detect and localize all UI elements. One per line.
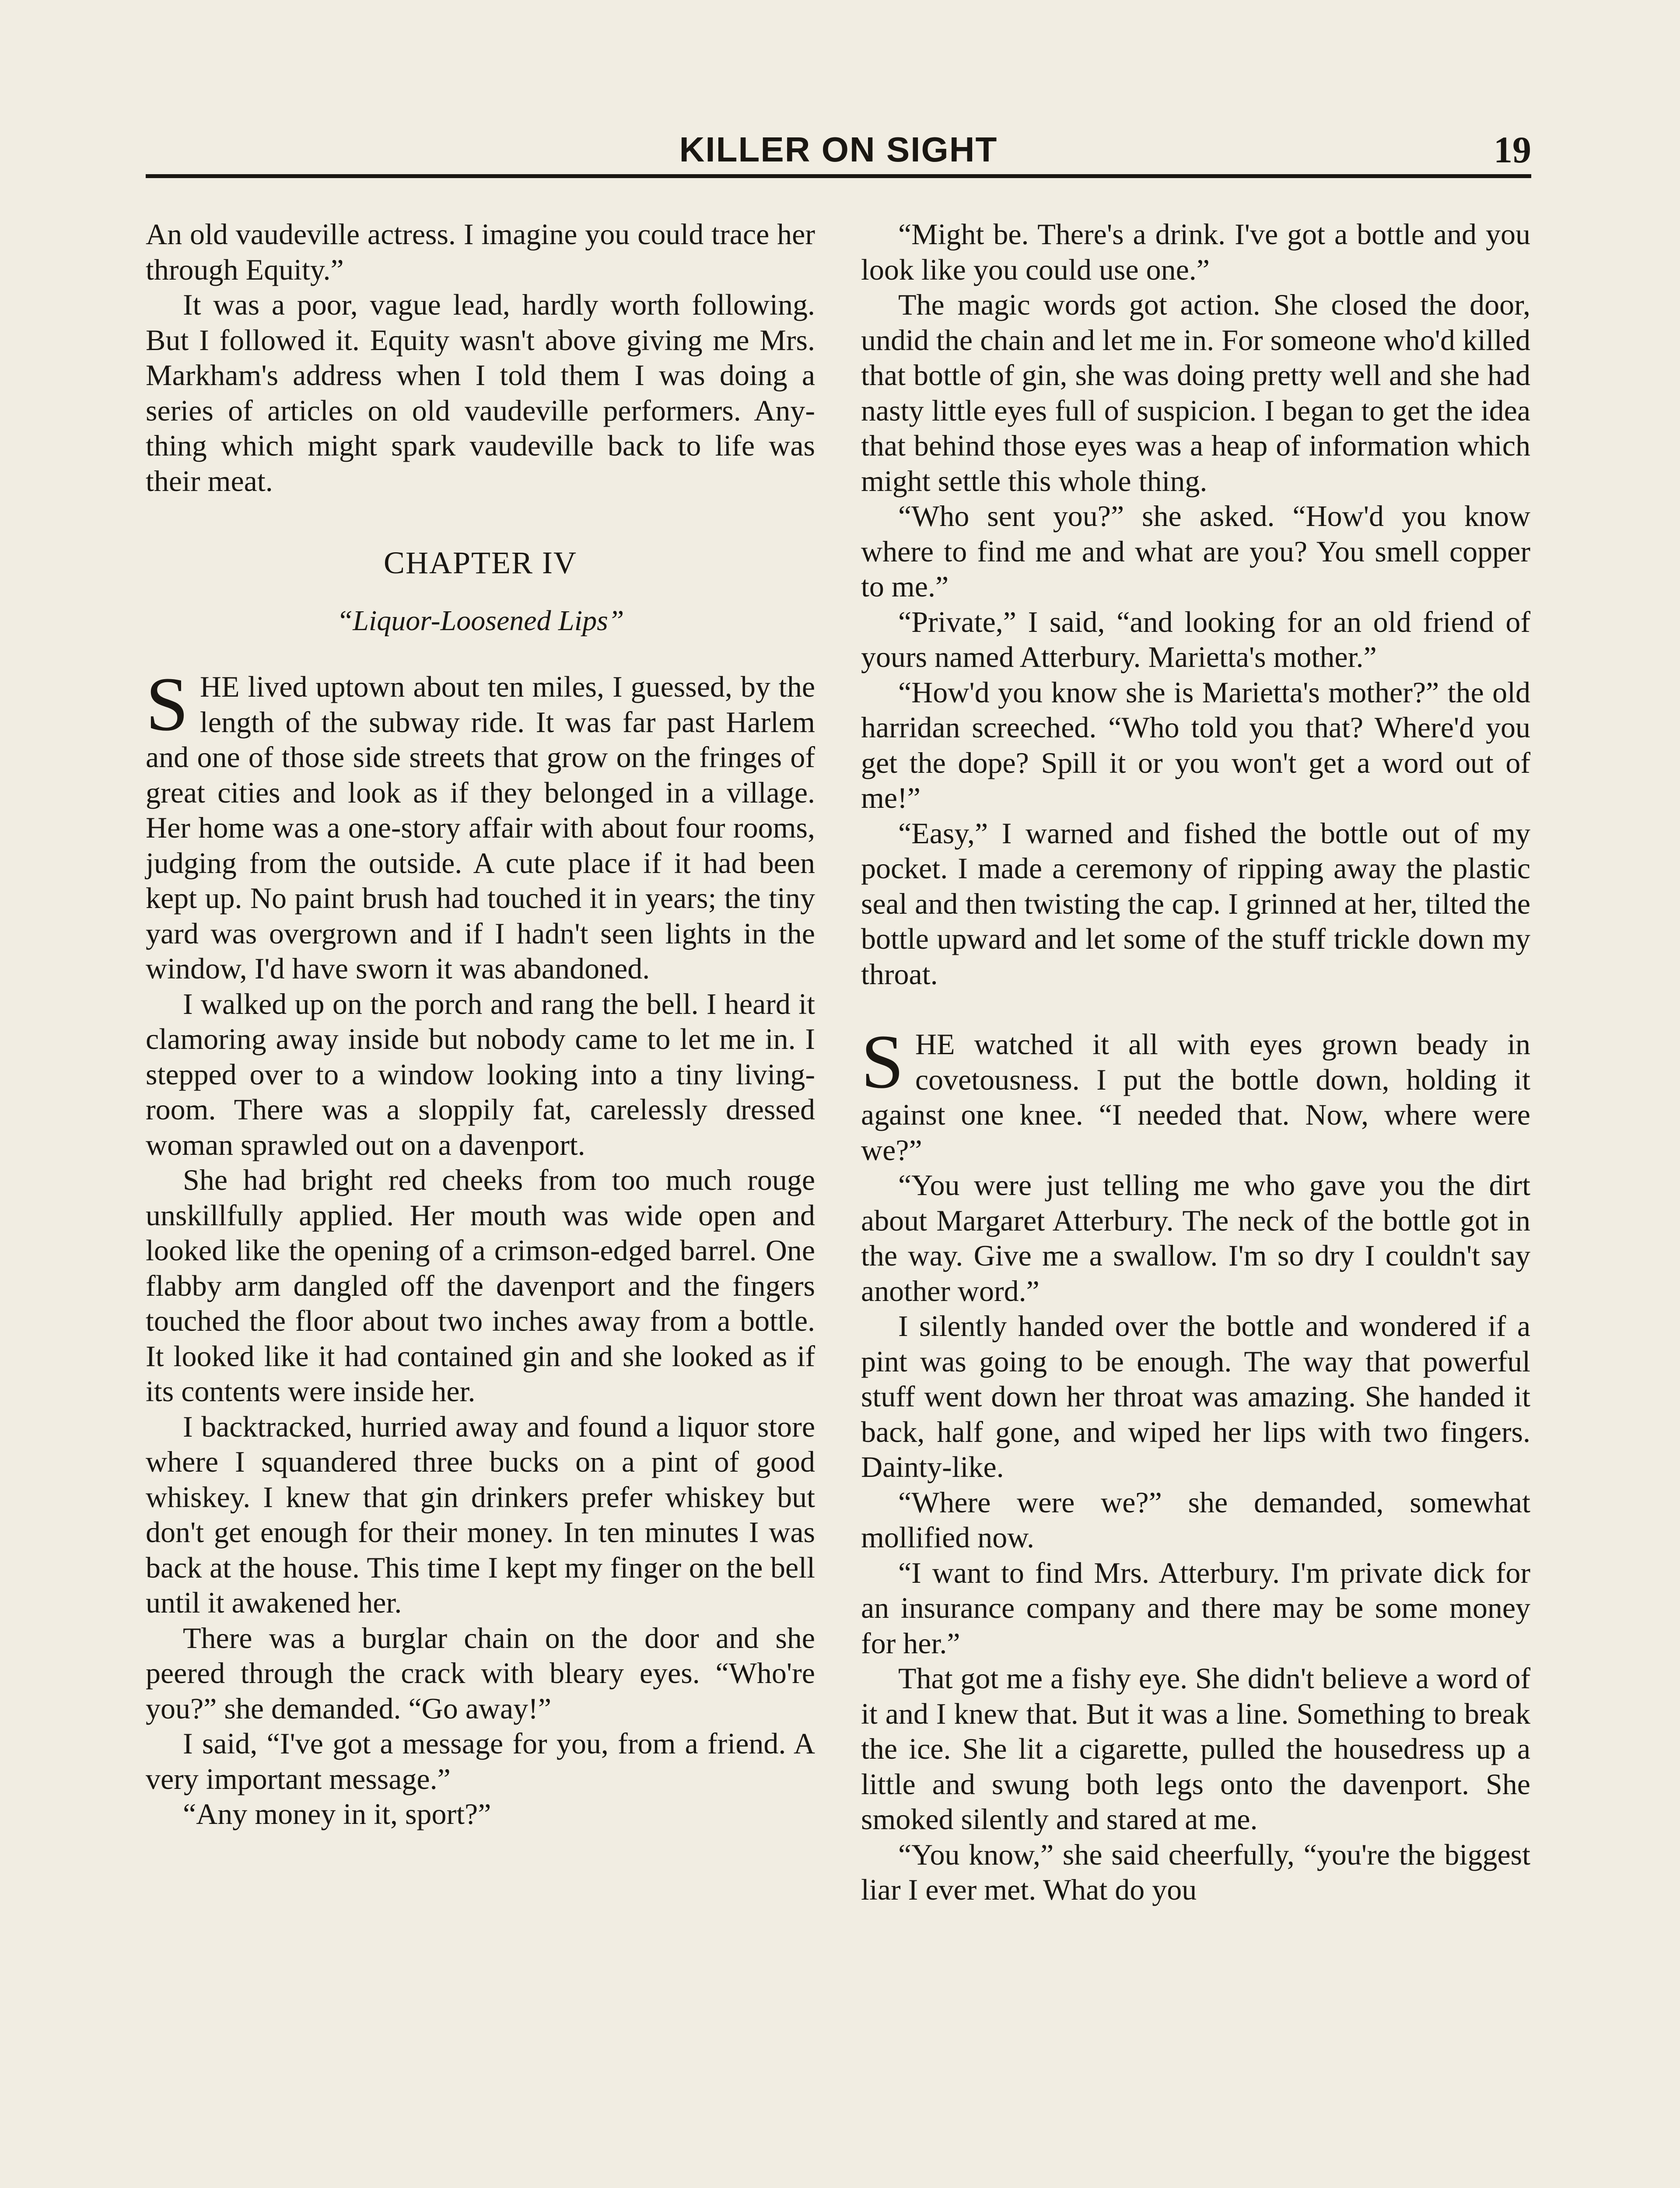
drop-cap: S bbox=[861, 1019, 904, 1105]
paragraph: “Might be. There's a drink. I've got a bottle and you look like you could use one.” bbox=[861, 217, 1530, 286]
paragraph: The magic words got action. She closed the door, undid the chain and let me in. For someone who'd killed that bottle of gin, she was doing pretty well and she had nasty little eyes full of suspicion. I began to get the idea that behind those eyes was a heap of information which might settle this whole thing. bbox=[861, 288, 1530, 498]
paragraph-text: HE watched it all with eyes grown beady in covetousness. I put the bottle down, holding it against one knee. “I needed that. Now, where were we?” bbox=[861, 1027, 1530, 1167]
paragraph: “How'd you know she is Marietta's mother?” the old harridan screeched. “Who told you that? Where'd you get the dope? Spill it or you won't get a word out of me!” bbox=[861, 675, 1530, 814]
paragraph: I walked up on the porch and rang the bell. I heard it clamoring away inside but nobody came to let me in. I stepped over to a window looking into a tiny livingroom. There was a sloppily fat, carelessly dressed woman sprawled out on a davenport. bbox=[146, 987, 815, 1161]
paragraph: “You were just telling me who gave you the dirt about Margaret Atterbury. The neck of the bottle got in the way. Give me a swallow. I'm so dry I couldn't say another word.” bbox=[861, 1168, 1530, 1308]
paragraph: It was a poor, vague lead, hardly worth following. But I followed it. Equity wasn't above giving me Mrs. Markham's address when I told them I was doing a series of articles on old vaudeville performers. Anything which might spark vaudeville back to life was their meat. bbox=[146, 288, 815, 498]
paragraph: There was a burglar chain on the door and she peered through the crack with bleary eyes. “Who're you?” she demanded. “Go away!” bbox=[146, 1621, 815, 1725]
paragraph: “You know,” she said cheerfully, “you're the biggest liar I ever met. What do you bbox=[861, 1837, 1530, 1906]
paragraph: “Any money in it, sport?” bbox=[183, 1797, 491, 1830]
paragraph: “Private,” I said, “and looking for an old friend of yours named Atterbury. Marietta's mother.” bbox=[861, 605, 1530, 673]
paragraph: An old vaudeville actress. I imagine you could trace her through Equity.” bbox=[146, 217, 815, 286]
drop-cap: S bbox=[146, 662, 189, 747]
section-break bbox=[861, 992, 1530, 1027]
paragraph: That got me a fishy eye. She didn't believe a word of it and I knew that. But it was a line. Something to break the ice. She lit a cigarette, pulled the housedress up a little and swung both legs onto the davenport. She smoked silently and stared at me. bbox=[861, 1662, 1530, 1836]
paragraph: I said, “I've got a message for you, from a friend. A very important message.” bbox=[146, 1727, 815, 1795]
dropcap-paragraph bbox=[146, 662, 815, 986]
paragraph: “Where were we?” she demanded, somewhat mollified now. bbox=[861, 1485, 1530, 1554]
paragraph: “Who sent you?” she asked. “How'd you know where to find me and what are you? You smell copper to me.” bbox=[861, 499, 1530, 603]
dropcap-paragraph bbox=[861, 1019, 1530, 1168]
page-number: 19 bbox=[1494, 129, 1531, 171]
running-header bbox=[146, 128, 1531, 176]
header-rule bbox=[146, 174, 1531, 178]
chapter-heading: CHAPTER IV bbox=[383, 545, 577, 580]
right-column bbox=[861, 217, 1530, 1907]
paragraph: “I want to find Mrs. Atterbury. I'm private dick for an insurance company and there may be some money for her.” bbox=[861, 1556, 1530, 1660]
left-column bbox=[146, 217, 815, 1832]
paragraph-text: HE lived uptown about ten miles, I guessed, by the length of the subway ride. It was far past Harlem and one of those side streets that grow on the fringes of great cities and look as if they belonged in a village. Her home was a one-story affair with about four rooms, judging from the outside. A cute place if it had been kept up. No paint brush had touched it in years; the tiny yard was overgrown and if I hadn't seen lights in the window, I'd have sworn it was abandoned. bbox=[146, 670, 815, 985]
running-title: KILLER ON SIGHT bbox=[679, 130, 998, 169]
chapter-subtitle: “Liquor-Loosened Lips” bbox=[336, 605, 624, 637]
paragraph: I backtracked, hurried away and found a liquor store where I squandered three bucks on a pint of good whiskey. I knew that gin drinkers prefer whiskey but don't get enough for their money. In ten minutes I was back at the house. This time I kept my finger on the bell until it awakened her. bbox=[146, 1410, 815, 1619]
paragraph: “Easy,” I warned and fished the bottle out of my pocket. I made a ceremony of ripping away the plastic seal and then twisting the cap. I grinned at her, tilted the bottle upward and let some of the stuff trickle down my throat. bbox=[861, 816, 1530, 991]
paragraph: I silently handed over the bottle and wondered if a pint was going to be enough. The way that powerful stuff went down her throat was amazing. She handed it back, half gone, and wiped her lips with two fingers. Dainty-like. bbox=[861, 1309, 1530, 1483]
paragraph: She had bright red cheeks from too much rouge unskillfully applied. Her mouth was wide open and looked like the opening of a crimson-edged barrel. One flabby arm dangled off the davenport and the fingers touched the floor about two inches away from a bottle. It looked like it had contained gin and she looked as if its contents were inside her. bbox=[146, 1163, 815, 1408]
